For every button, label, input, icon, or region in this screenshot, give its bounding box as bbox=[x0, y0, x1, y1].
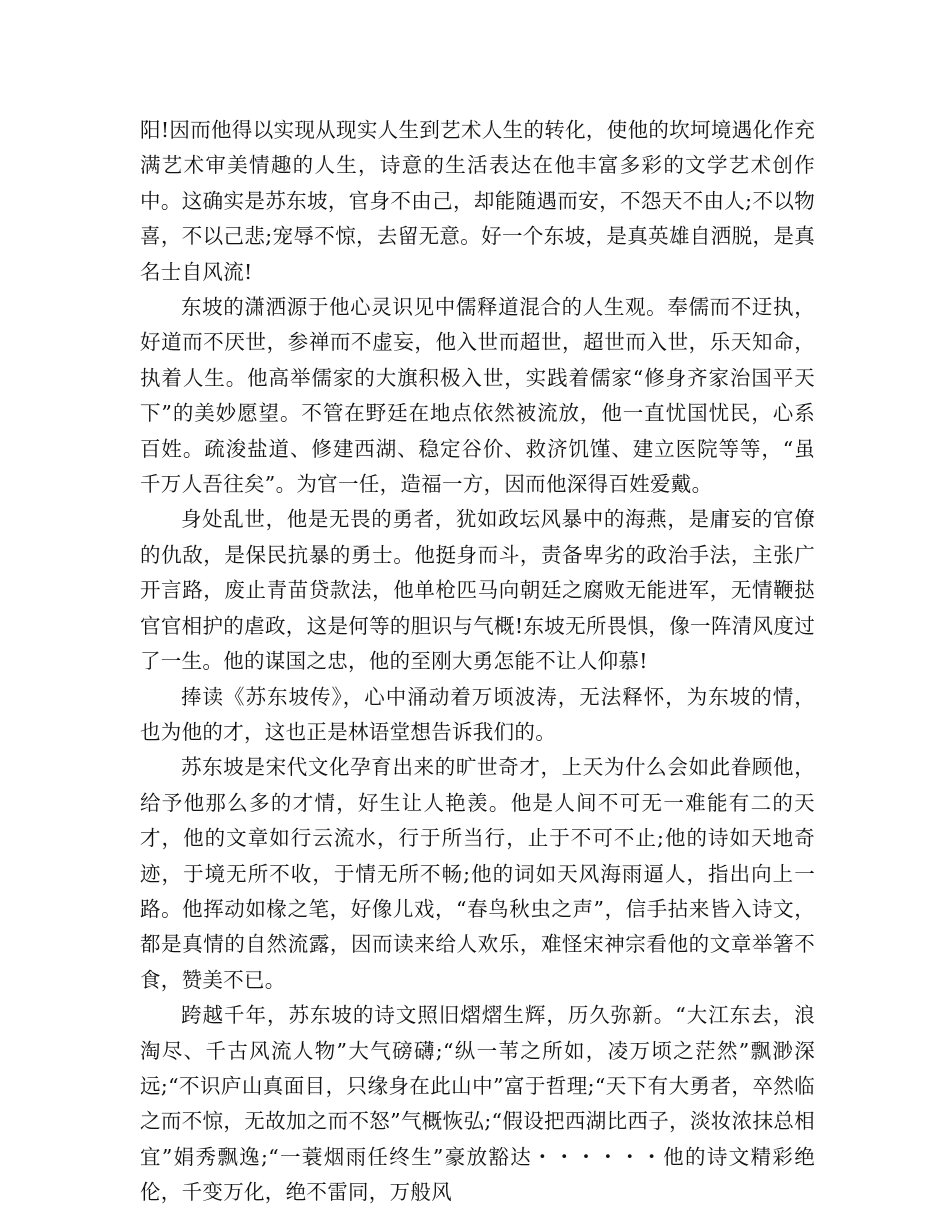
paragraph-6: 跨越千年，苏东坡的诗文照旧熠熠生辉，历久弥新。“大江东去，浪淘尽、千古风流人物”大气磅礴;“纵一苇之所如，凌万顷之茫然”飘渺深远;“不识庐山真面目，只缘身在此山中”富于哲理;“天下有大勇者，卒然临之而不惊，无故加之而不怒”气概恢弘;“假设把西湖比西子，淡妆浓抹总相宜”娟秀飘逸;“一蓑烟雨任终生”豪放豁达・・・・・・他的诗文精彩绝伦，千变万化，绝不雷同，万般风 bbox=[140, 1003, 815, 1205]
paragraph-2: 东坡的潇洒源于他心灵识见中儒释道混合的人生观。奉儒而不迂执，好道而不厌世，参禅而不虚妄，他入世而超世，超世而入世，乐天知命，执着人生。他高举儒家的大旗积极入世，实践着儒家“修身齐家治国平天下”的美妙愿望。不管在野廷在地点依然被流放，他一直忧国忧民，心系百姓。疏浚盐道、修建西湖、稳定谷价、救济饥馑、建立医院等等，“虽千万人吾往矣”。为官一任，造福一方，因而他深得百姓爱戴。 bbox=[140, 295, 815, 497]
document-body bbox=[140, 113, 815, 1211]
paragraph-4: 捧读《苏东坡传》，心中涌动着万顷波涛，无法释怀，为东坡的情，也为他的才，这也正是林语堂想告诉我们的。 bbox=[140, 684, 815, 744]
paragraph-5: 苏东坡是宋代文化孕育出来的旷世奇才，上天为什么会如此眷顾他，给予他那么多的才情，好生让人艳羡。他是人间不可无一难能有二的天才，他的文章如行云流水，行于所当行，止于不可不止;他的诗如天地奇迹，于境无所不收，于情无所不畅;他的词如天风海雨逼人，指出向上一路。他挥动如椽之笔，好像儿戏，“春鸟秋虫之声”，信手拈来皆入诗文，都是真情的自然流露，因而读来给人欢乐，难怪宋神宗看他的文章举箸不食，赞美不已。 bbox=[140, 755, 815, 992]
paragraph-1: 阳!因而他得以实现从现实人生到艺术人生的转化，使他的坎坷境遇化作充满艺术审美情趣的人生，诗意的生活表达在他丰富多彩的文学艺术创作中。这确实是苏东坡，官身不由己，却能随遇而安，不怨天不由人;不以物喜，不以己悲;宠辱不惊，去留无意。好一个东坡，是真英雄自洒脱，是真名士自风流! bbox=[140, 118, 815, 284]
paragraph-3: 身处乱世，他是无畏的勇者，犹如政坛风暴中的海燕，是庸妄的官僚的仇敌，是保民抗暴的勇士。他挺身而斗，责备卑劣的政治手法，主张广开言路，废止青苗贷款法，他单枪匹马向朝廷之腐败无能进军，无情鞭挞官官相护的虐政，这是何等的胆识与气概!东坡无所畏惧，像一阵清风度过了一生。他的谋国之忠，他的至刚大勇怎能不让人仰慕! bbox=[140, 507, 815, 674]
